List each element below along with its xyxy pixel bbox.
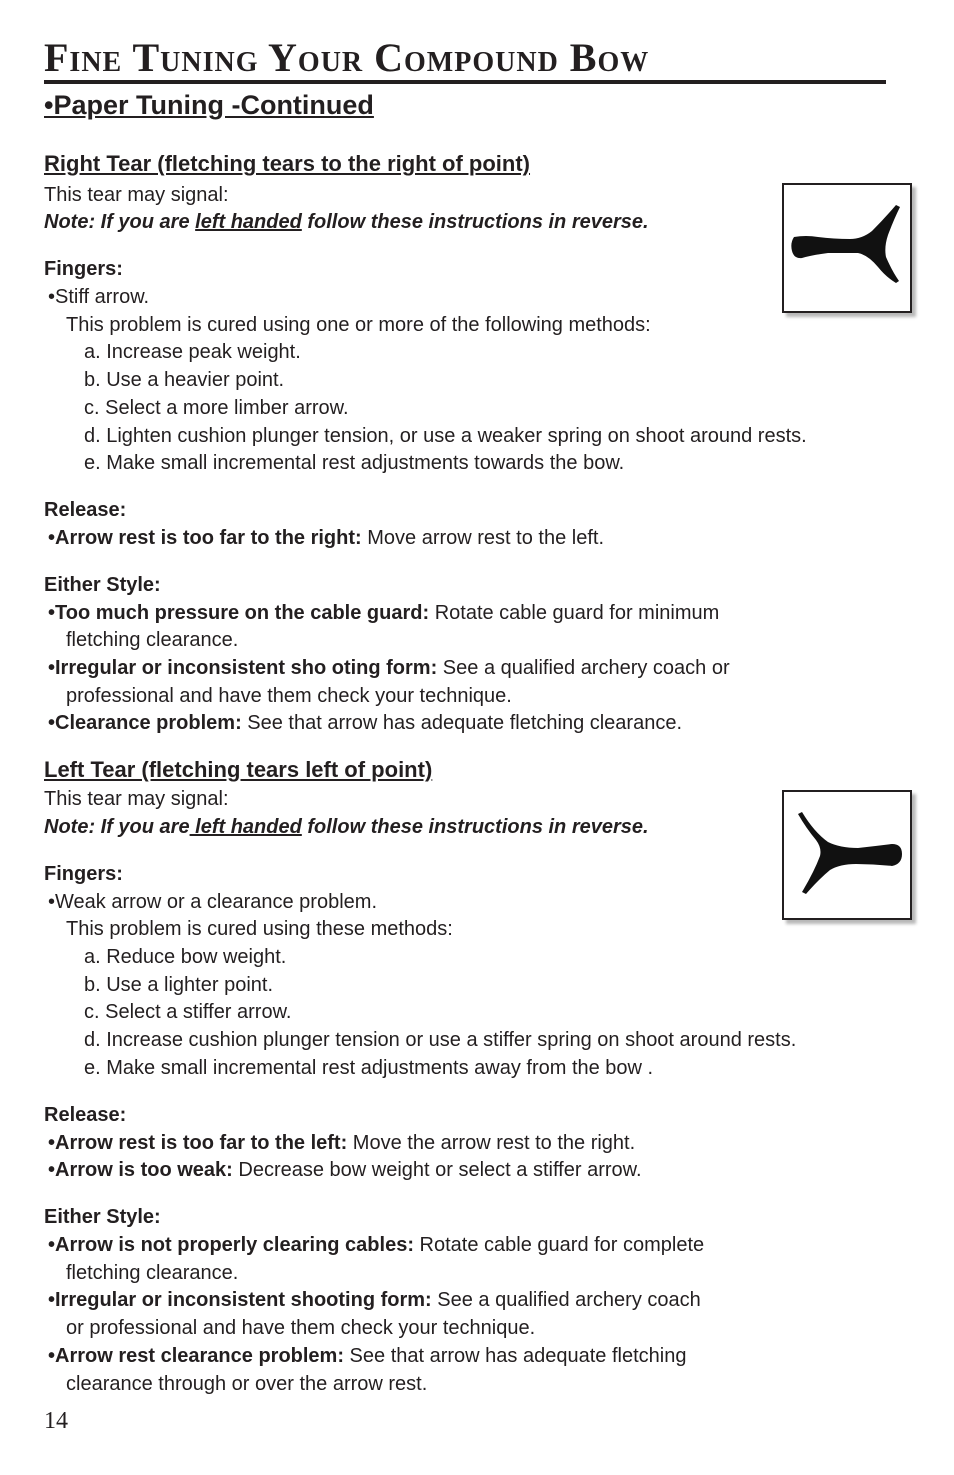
- right-release-label: Release:: [44, 499, 127, 521]
- left-tear-pattern-icon: [784, 792, 910, 918]
- left-fingers-intro: This problem is cured using these methods:: [66, 918, 453, 940]
- right-either-item: •Clearance problem: See that arrow has adequate fletching clearance.: [48, 712, 683, 734]
- right-either-item: •Too much pressure on the cable guard: Rotate cable guard for minimum: [48, 602, 720, 624]
- right-tear-note: Note: If you are left handed follow these instructions in reverse.: [44, 211, 649, 233]
- left-either-item: •Arrow is not properly clearing cables: Rotate cable guard for complete: [48, 1234, 705, 1256]
- left-release-item: •Arrow is too weak: Decrease bow weight or select a stiffer arrow.: [48, 1159, 642, 1181]
- left-either-item-cont: clearance through or over the arrow rest.: [66, 1373, 428, 1395]
- right-either-item: •Irregular or inconsistent sho oting form: See a qualified archery coach or: [48, 657, 730, 679]
- right-fingers-bullet: •Stiff arrow.: [48, 286, 150, 308]
- left-fingers-item: d. Increase cushion plunger tension or use a stiffer spring on shoot around rests.: [84, 1029, 797, 1051]
- right-tear-image: [782, 183, 912, 313]
- right-either-item-cont: professional and have them check your technique.: [66, 685, 512, 707]
- left-fingers-item: c. Select a stiffer arrow.: [84, 1001, 292, 1023]
- left-fingers-label: Fingers:: [44, 863, 123, 885]
- left-tear-note: Note: If you are left handed follow these instructions in reverse.: [44, 816, 649, 838]
- left-either-item: •Arrow rest clearance problem: See that arrow has adequate fletching: [48, 1345, 687, 1367]
- left-either-label: Either Style:: [44, 1206, 161, 1228]
- left-fingers-item: e. Make small incremental rest adjustments away from the bow .: [84, 1057, 654, 1079]
- left-release-item: •Arrow rest is too far to the left: Move the arrow rest to the right.: [48, 1132, 636, 1154]
- right-either-item-cont: fletching clearance.: [66, 629, 239, 651]
- right-fingers-item: a. Increase peak weight.: [84, 341, 301, 363]
- left-either-item: •Irregular or inconsistent shooting form: See a qualified archery coach: [48, 1289, 701, 1311]
- right-fingers-item: d. Lighten cushion plunger tension, or use a weaker spring on shoot around rests.: [84, 425, 807, 447]
- left-tear-image: [782, 790, 912, 920]
- page-title: Fine Tuning Your Compound Bow: [44, 36, 886, 84]
- left-either-item-cont: or professional and have them check your technique.: [66, 1317, 536, 1339]
- right-fingers-intro: This problem is cured using one or more of the following methods:: [66, 314, 651, 336]
- right-fingers-label: Fingers:: [44, 258, 123, 280]
- left-fingers-item: a. Reduce bow weight.: [84, 946, 287, 968]
- page-number: 14: [44, 1408, 68, 1434]
- right-fingers-item: e. Make small incremental rest adjustments towards the bow.: [84, 452, 625, 474]
- left-fingers-bullet: •Weak arrow or a clearance problem.: [48, 891, 377, 913]
- right-release-item: •Arrow rest is too far to the right: Move arrow rest to the left.: [48, 527, 605, 549]
- section-title: •Paper Tuning -Continued: [44, 90, 374, 120]
- left-tear-heading: Left Tear (fletching tears left of point): [44, 757, 433, 782]
- right-fingers-item: b. Use a heavier point.: [84, 369, 285, 391]
- left-tear-signal: This tear may signal:: [44, 788, 229, 810]
- right-fingers-item: c. Select a more limber arrow.: [84, 397, 349, 419]
- right-either-label: Either Style:: [44, 574, 161, 596]
- right-tear-signal: This tear may signal:: [44, 184, 229, 206]
- left-either-item-cont: fletching clearance.: [66, 1262, 239, 1284]
- right-tear-heading: Right Tear (fletching tears to the right of point): [44, 151, 531, 176]
- right-tear-pattern-icon: [784, 185, 910, 311]
- left-fingers-item: b. Use a lighter point.: [84, 974, 273, 996]
- left-release-label: Release:: [44, 1104, 127, 1126]
